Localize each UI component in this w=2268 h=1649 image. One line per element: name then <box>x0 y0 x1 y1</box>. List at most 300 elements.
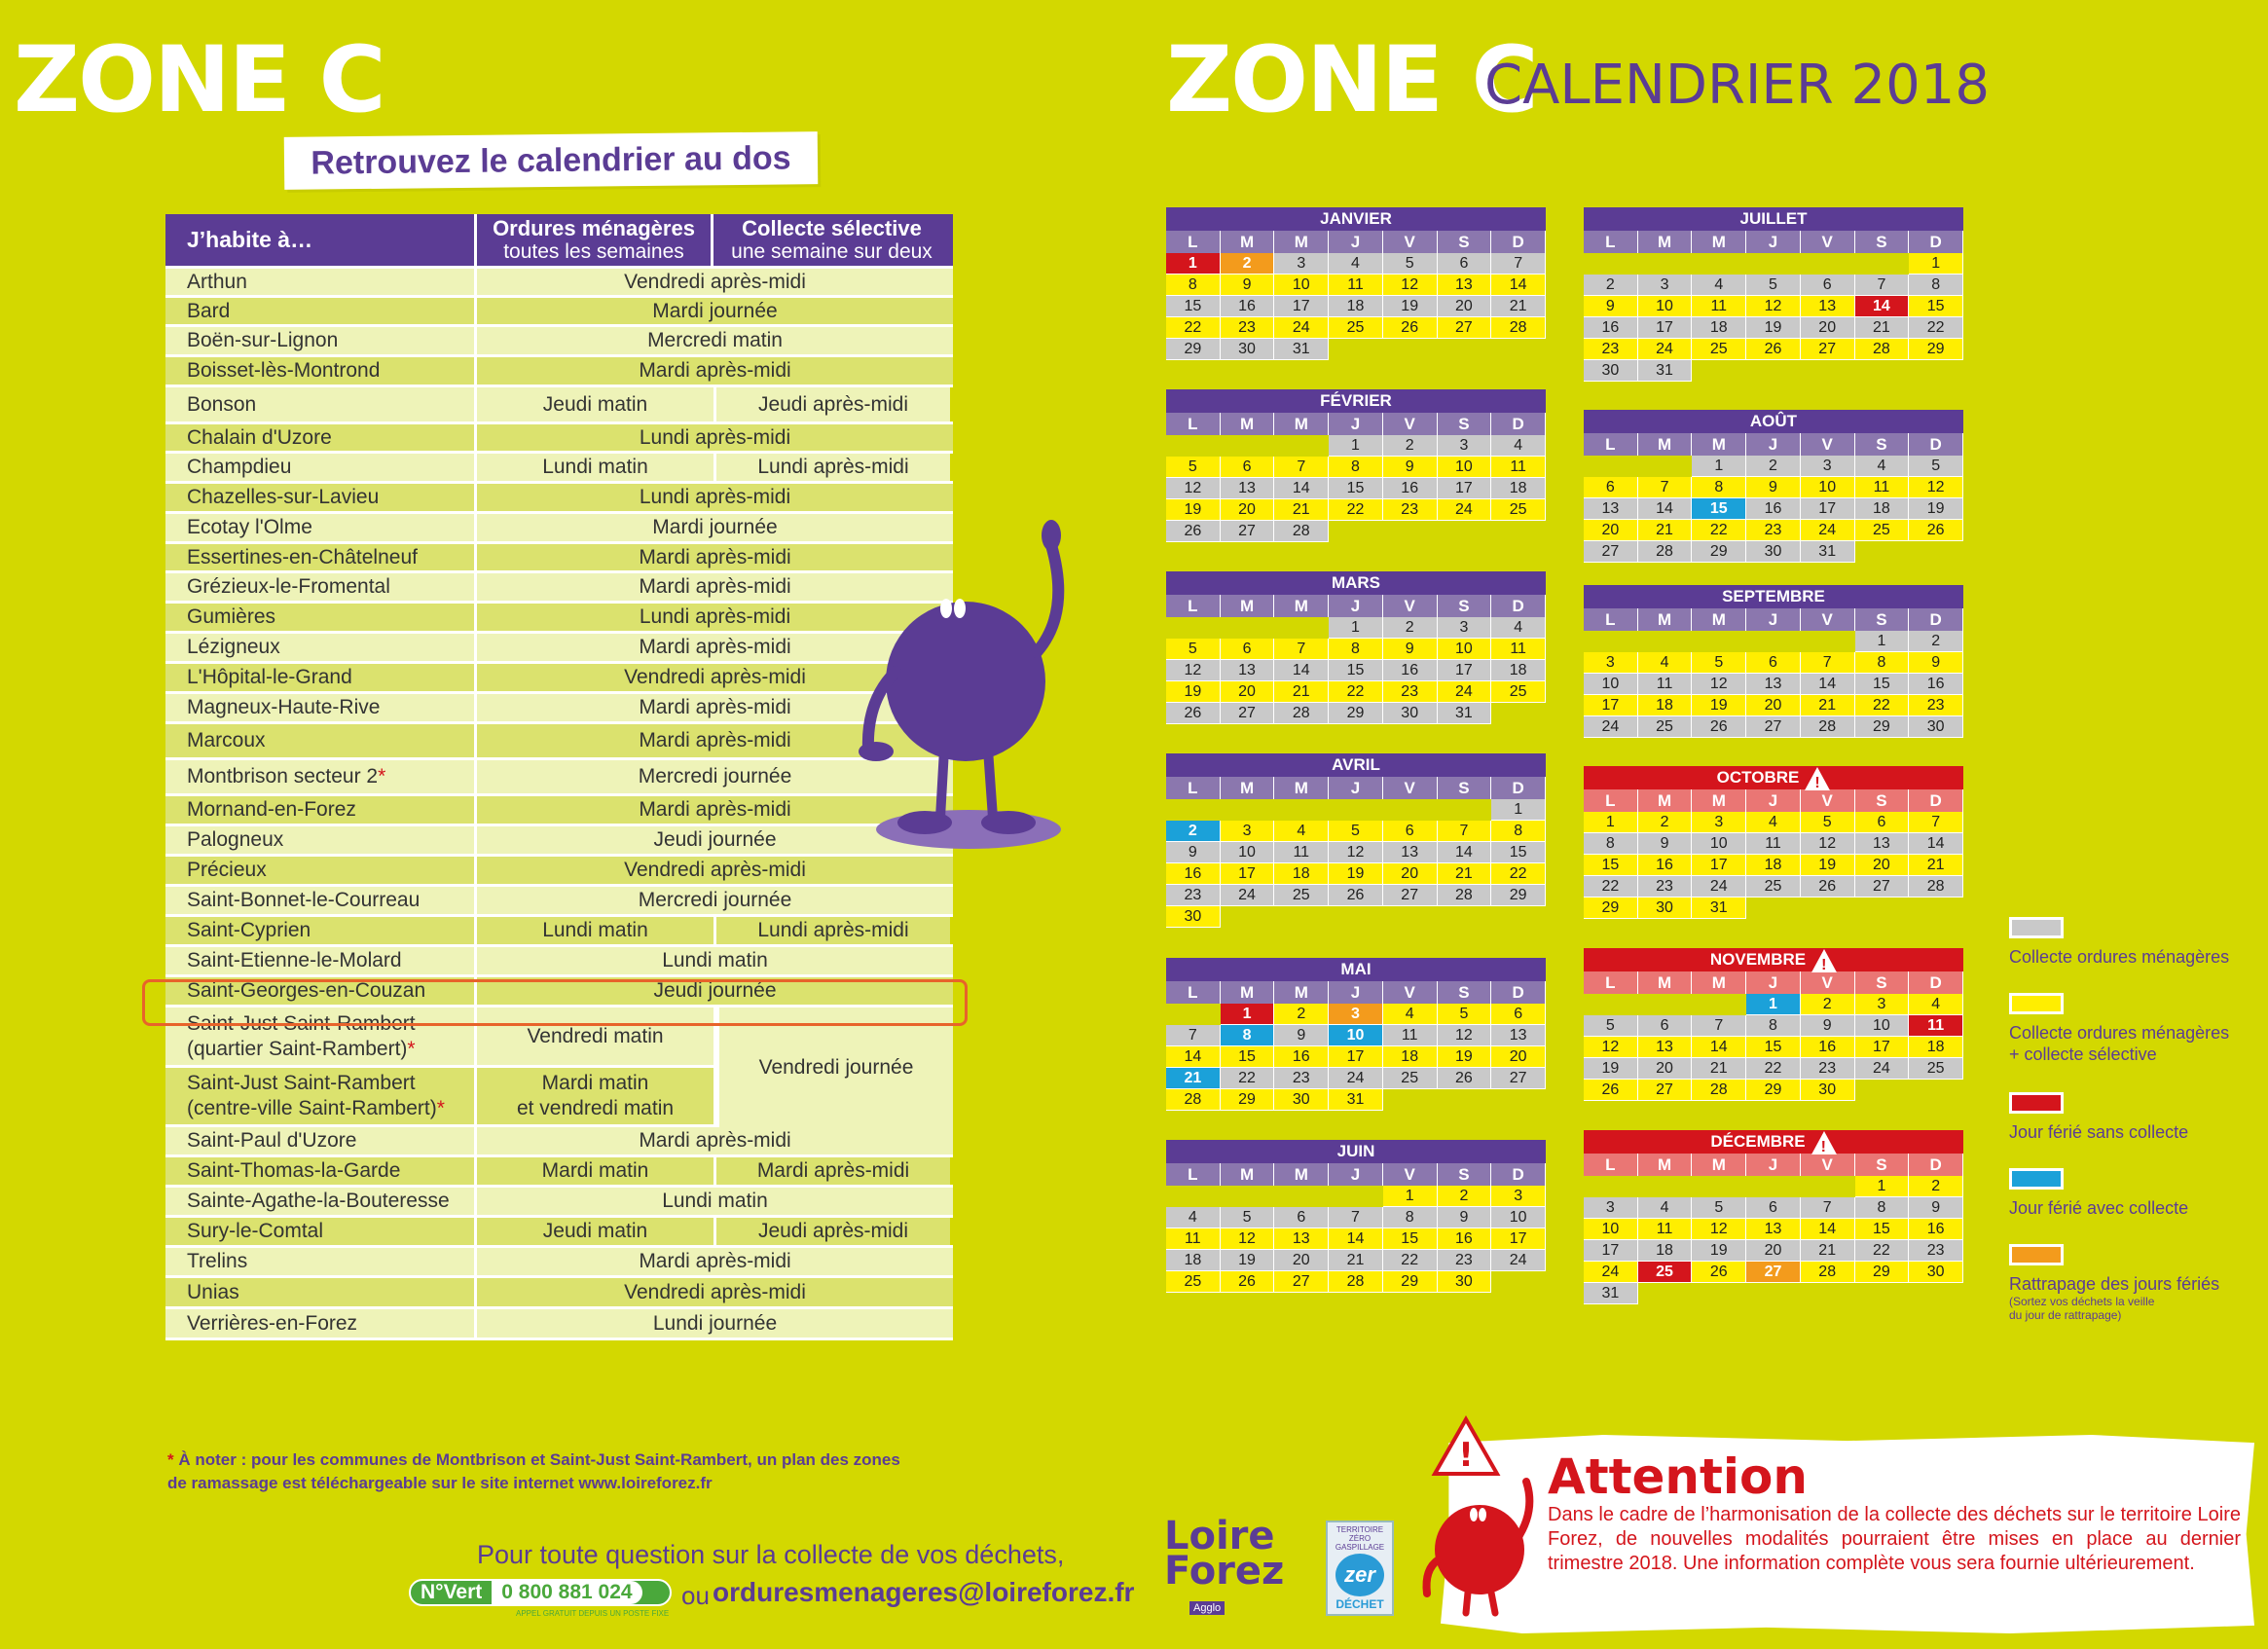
day-cell: 15 <box>1855 1219 1910 1240</box>
row-commune <box>165 796 477 824</box>
commune-name: Bonson <box>187 392 257 416</box>
day-cell: 13 <box>1855 833 1910 855</box>
day-cell: 3 <box>1801 456 1855 477</box>
commune-name: Saint-Etienne-le-Molard <box>187 949 402 971</box>
month-8 <box>1584 585 1963 738</box>
weekday-header: L <box>1584 1154 1638 1176</box>
day-cell: 8 <box>1584 833 1638 855</box>
day-empty <box>1166 1186 1221 1207</box>
day-cell: 4 <box>1855 456 1910 477</box>
day-cell: 21 <box>1166 1068 1221 1089</box>
day-cell: 15 <box>1491 842 1546 863</box>
day-cell: 18 <box>1274 863 1329 885</box>
footnote <box>167 1448 952 1495</box>
day-empty <box>1383 799 1438 821</box>
month-name-text: NOVEMBRE <box>1709 950 1807 969</box>
header-selective-title: Collecte sélective <box>742 215 922 240</box>
weekday-header: S <box>1855 971 1910 994</box>
row-schedule: Mercredi journée <box>477 760 953 793</box>
day-cell: 19 <box>1166 499 1221 521</box>
month-name <box>1584 585 1963 608</box>
day-cell: 15 <box>1584 855 1638 876</box>
day-cell: 14 <box>1692 1037 1746 1058</box>
table-row <box>165 917 953 947</box>
day-cell: 24 <box>1584 716 1638 738</box>
table-row <box>165 1278 953 1309</box>
month-1 <box>1166 389 1546 542</box>
legend-label: Collecte ordures ménagères <box>2009 1023 2230 1043</box>
commune-name: Bard <box>187 299 231 322</box>
month-grid <box>1584 231 1963 382</box>
day-cell: 17 <box>1438 660 1492 681</box>
day-cell: 16 <box>1438 1228 1492 1250</box>
table-row <box>165 1309 953 1340</box>
legend-label: Collecte ordures ménagères <box>2009 947 2230 967</box>
weekday-header: J <box>1746 231 1801 253</box>
day-cell: 16 <box>1801 1037 1855 1058</box>
day-empty <box>1274 617 1329 639</box>
day-cell: 29 <box>1329 703 1383 724</box>
day-cell: 23 <box>1221 317 1275 339</box>
day-cell: 28 <box>1438 885 1492 906</box>
day-cell: 5 <box>1166 639 1221 660</box>
month-name-text: JUIN <box>1336 1142 1375 1160</box>
day-cell: 14 <box>1801 1219 1855 1240</box>
contact-email[interactable]: orduresmenageres@loireforez.fr <box>713 1577 1135 1607</box>
table-row <box>165 1248 953 1278</box>
day-cell: 30 <box>1221 339 1275 360</box>
weekday-header: S <box>1438 777 1492 799</box>
month-name <box>1584 948 1963 971</box>
row-schedule: Vendredi après-midi <box>477 664 953 691</box>
weekday-header: D <box>1491 413 1546 435</box>
day-cell: 5 <box>1329 821 1383 842</box>
month-grid <box>1584 789 1963 919</box>
day-cell: 4 <box>1638 652 1693 674</box>
row-schedule: Jeudi journée <box>477 977 953 1005</box>
day-cell: 14 <box>1274 660 1329 681</box>
header-ordures-sub: toutes les semaines <box>503 239 684 263</box>
day-cell: 22 <box>1221 1068 1275 1089</box>
commune-name: Arthun <box>187 270 247 293</box>
month-grid <box>1166 231 1546 360</box>
month-grid <box>1584 608 1963 738</box>
commune-name: Marcoux <box>187 729 266 751</box>
day-cell: 8 <box>1746 1015 1801 1037</box>
day-cell: 9 <box>1383 457 1438 478</box>
zer-top: TERRITOIRE ZÉRO GASPILLAGE <box>1335 1525 1385 1552</box>
day-cell: 22 <box>1584 876 1638 898</box>
day-cell: 15 <box>1855 674 1910 695</box>
row-commune <box>165 544 477 570</box>
day-cell: 19 <box>1801 855 1855 876</box>
day-cell: 17 <box>1855 1037 1910 1058</box>
day-cell: 31 <box>1801 541 1855 563</box>
logo-loire: Loire <box>1164 1514 1275 1558</box>
table-row <box>165 514 953 544</box>
day-cell: 20 <box>1383 863 1438 885</box>
day-cell: 26 <box>1584 1080 1638 1101</box>
day-cell: 1 <box>1855 1176 1910 1197</box>
weekday-header: S <box>1855 433 1910 456</box>
weekday-header: D <box>1909 1154 1963 1176</box>
day-cell: 3 <box>1274 253 1329 275</box>
day-empty <box>1166 1004 1221 1025</box>
weekday-header: D <box>1909 608 1963 631</box>
appel-gratuit: APPEL GRATUIT DEPUIS UN POSTE FIXE <box>516 1609 670 1618</box>
legend-swatch <box>2009 1168 2064 1190</box>
day-cell: 28 <box>1166 1089 1221 1111</box>
month-name-text: DÉCEMBRE <box>1710 1132 1806 1151</box>
day-cell: 14 <box>1855 296 1910 317</box>
month-grid <box>1584 1154 1963 1304</box>
weekday-header: L <box>1166 777 1221 799</box>
day-cell: 30 <box>1438 1271 1492 1293</box>
row-commune <box>165 298 477 324</box>
day-cell: 3 <box>1438 617 1492 639</box>
day-cell: 5 <box>1166 457 1221 478</box>
row-ordures: Jeudi matin <box>477 387 713 421</box>
day-cell: 17 <box>1329 1046 1383 1068</box>
phone-number[interactable]: 0 800 881 024 <box>492 1581 641 1604</box>
day-cell: 29 <box>1491 885 1546 906</box>
day-cell: 29 <box>1166 339 1221 360</box>
day-cell: 24 <box>1855 1058 1910 1080</box>
day-cell: 9 <box>1274 1025 1329 1046</box>
day-cell: 18 <box>1329 296 1383 317</box>
day-cell: 9 <box>1584 296 1638 317</box>
left-zone-title: ZONE C <box>14 27 384 133</box>
day-cell: 19 <box>1909 498 1963 520</box>
table-row <box>165 760 953 796</box>
day-empty <box>1329 1186 1383 1207</box>
weekday-header: S <box>1855 608 1910 631</box>
row-ordures: Jeudi matin <box>477 1218 713 1245</box>
month-name <box>1584 207 1963 231</box>
day-cell: 3 <box>1329 1004 1383 1025</box>
day-cell: 6 <box>1274 1207 1329 1228</box>
day-cell: 29 <box>1692 541 1746 563</box>
row-schedule: Vendredi après-midi <box>477 269 953 295</box>
commune-name: Mornand-en-Forez <box>187 798 356 821</box>
weekday-header: L <box>1166 595 1221 617</box>
row-commune <box>165 514 477 541</box>
commune-name: Chalain d'Uzore <box>187 425 332 449</box>
day-cell: 24 <box>1438 499 1492 521</box>
day-cell: 12 <box>1692 1219 1746 1240</box>
day-empty <box>1221 435 1275 457</box>
day-cell: 9 <box>1221 275 1275 296</box>
weekday-header: J <box>1746 433 1801 456</box>
commune-name: Saint-Bonnet-le-Courreau <box>187 889 421 911</box>
day-cell: 2 <box>1274 1004 1329 1025</box>
day-cell: 26 <box>1692 1262 1746 1283</box>
day-cell: 19 <box>1438 1046 1492 1068</box>
day-empty <box>1584 253 1638 275</box>
weekday-header: V <box>1801 789 1855 812</box>
month-name <box>1166 571 1546 595</box>
day-cell: 6 <box>1746 1197 1801 1219</box>
day-cell: 18 <box>1491 660 1546 681</box>
nvert-label: N°Vert <box>421 1581 483 1603</box>
table-row <box>165 724 953 760</box>
day-cell: 7 <box>1855 275 1910 296</box>
day-cell: 11 <box>1909 1015 1963 1037</box>
day-empty <box>1584 1176 1638 1197</box>
table-row <box>165 269 953 298</box>
month-name <box>1584 1130 1963 1154</box>
logo-forez: Forez <box>1164 1549 1285 1594</box>
day-empty <box>1166 435 1221 457</box>
day-cell: 19 <box>1692 1240 1746 1262</box>
day-cell: 5 <box>1746 275 1801 296</box>
day-cell: 22 <box>1909 317 1963 339</box>
month-name <box>1166 1140 1546 1163</box>
day-cell: 3 <box>1855 994 1910 1015</box>
month-name-text: MARS <box>1331 573 1381 592</box>
day-cell: 7 <box>1274 639 1329 660</box>
day-cell: 26 <box>1438 1068 1492 1089</box>
day-cell: 28 <box>1692 1080 1746 1101</box>
table-row <box>165 357 953 387</box>
legend-note: du jour de rattrapage) <box>2009 1308 2122 1322</box>
day-cell: 7 <box>1909 812 1963 833</box>
day-cell: 22 <box>1855 695 1910 716</box>
commune-name: Magneux-Haute-Rive <box>187 696 381 718</box>
commune-name: Sury-le-Comtal <box>187 1220 324 1242</box>
weekday-header: S <box>1855 1154 1910 1176</box>
month-grid <box>1166 595 1546 724</box>
day-cell: 13 <box>1383 842 1438 863</box>
day-cell: 17 <box>1491 1228 1546 1250</box>
day-cell: 2 <box>1909 1176 1963 1197</box>
day-cell: 29 <box>1746 1080 1801 1101</box>
table-row <box>165 887 953 917</box>
legend-label: Jour férié sans collecte <box>2009 1122 2189 1142</box>
day-cell: 24 <box>1638 339 1693 360</box>
table-header <box>165 214 953 269</box>
day-cell: 25 <box>1855 520 1910 541</box>
weekday-header: S <box>1855 789 1910 812</box>
day-cell: 1 <box>1329 435 1383 457</box>
day-cell: 27 <box>1801 339 1855 360</box>
day-cell: 16 <box>1383 660 1438 681</box>
day-cell: 8 <box>1166 275 1221 296</box>
day-cell: 10 <box>1438 457 1492 478</box>
day-cell: 3 <box>1438 435 1492 457</box>
month-name <box>1166 389 1546 413</box>
day-cell: 11 <box>1491 457 1546 478</box>
weekday-header: M <box>1638 231 1693 253</box>
legend-item <box>2009 993 2229 1065</box>
day-cell: 16 <box>1221 296 1275 317</box>
day-cell: 15 <box>1221 1046 1275 1068</box>
day-cell: 31 <box>1692 898 1746 919</box>
header-commune: J’habite à… <box>165 214 477 266</box>
header-ordures-title: Ordures ménagères <box>493 215 695 240</box>
row-schedule: Lundi journée <box>477 1309 953 1338</box>
day-cell: 19 <box>1692 695 1746 716</box>
table-row <box>165 1218 953 1248</box>
row-commune <box>165 484 477 511</box>
day-cell: 1 <box>1746 994 1801 1015</box>
day-cell: 6 <box>1746 652 1801 674</box>
month-0 <box>1166 207 1546 360</box>
sjsr1-sub-wrap <box>187 1037 416 1062</box>
day-cell: 16 <box>1746 498 1801 520</box>
attention-text: Dans le cadre de l’harmonisation de la collecte des déchets sur le territoire Loire Forez, de nouvelles modalités pourraient être mises en place au dernier trimestre 2018. Une information complète vous sera fournie ultérieurement. <box>1548 1504 2241 1574</box>
day-cell: 10 <box>1638 296 1693 317</box>
row-schedule: Lundi après-midi <box>477 604 953 631</box>
contact-question: Pour toute question sur la collecte de vos déchets, <box>477 1540 1065 1569</box>
day-cell: 23 <box>1746 520 1801 541</box>
day-cell: 4 <box>1746 812 1801 833</box>
weekday-header: D <box>1909 971 1963 994</box>
day-cell: 27 <box>1438 317 1492 339</box>
sjsr2-star: * <box>436 1097 445 1119</box>
day-cell: 31 <box>1438 703 1492 724</box>
day-cell: 31 <box>1638 360 1693 382</box>
day-cell: 7 <box>1801 652 1855 674</box>
weekday-header: M <box>1692 1154 1746 1176</box>
weekday-header: S <box>1438 413 1492 435</box>
table-row <box>165 544 953 573</box>
weekday-header: S <box>1438 595 1492 617</box>
day-cell: 1 <box>1329 617 1383 639</box>
weekday-header: M <box>1221 595 1275 617</box>
day-cell: 16 <box>1383 478 1438 499</box>
footnote-star: * <box>167 1450 179 1469</box>
row-commune <box>165 826 477 854</box>
day-cell: 20 <box>1491 1046 1546 1068</box>
footnote-text2: de ramassage est téléchargeable sur le site internet www.loireforez.fr <box>167 1474 713 1492</box>
day-cell: 11 <box>1638 674 1693 695</box>
day-cell: 27 <box>1221 521 1275 542</box>
day-empty <box>1584 456 1638 477</box>
row-commune <box>165 1278 477 1306</box>
day-cell: 28 <box>1909 876 1963 898</box>
weekday-header: M <box>1692 231 1746 253</box>
table-row <box>165 454 953 484</box>
month-grid <box>1166 413 1546 542</box>
day-cell: 11 <box>1638 1219 1693 1240</box>
legend-label: Jour férié avec collecte <box>2009 1198 2189 1218</box>
day-empty <box>1692 1176 1746 1197</box>
day-cell: 15 <box>1692 498 1746 520</box>
row-schedule: Vendredi après-midi <box>477 1278 953 1306</box>
day-cell: 21 <box>1855 317 1910 339</box>
day-cell: 26 <box>1329 885 1383 906</box>
weekday-header: M <box>1638 971 1693 994</box>
day-cell: 7 <box>1166 1025 1221 1046</box>
weekday-header: J <box>1329 231 1383 253</box>
weekday-header: S <box>1855 231 1910 253</box>
row-schedule: Lundi matin <box>477 1188 953 1215</box>
day-cell: 28 <box>1274 703 1329 724</box>
day-cell: 15 <box>1746 1037 1801 1058</box>
weekday-header: M <box>1638 789 1693 812</box>
month-grid <box>1166 1163 1546 1293</box>
row-commune <box>165 724 477 757</box>
legend-label: + collecte sélective <box>2009 1044 2157 1064</box>
day-cell: 4 <box>1383 1004 1438 1025</box>
row-selective: Mardi après-midi <box>713 1157 950 1185</box>
day-cell: 25 <box>1638 716 1693 738</box>
nvert-badge[interactable] <box>409 1579 672 1606</box>
weekday-header: V <box>1801 1154 1855 1176</box>
day-empty <box>1221 799 1275 821</box>
row-commune <box>165 424 477 451</box>
month-11 <box>1584 1130 1963 1304</box>
row-commune <box>165 387 477 421</box>
row-ordures: Mardi matin <box>477 1157 713 1185</box>
weekday-header: V <box>1383 777 1438 799</box>
table-row <box>165 947 953 977</box>
day-cell: 11 <box>1274 842 1329 863</box>
day-cell: 17 <box>1438 478 1492 499</box>
day-empty <box>1274 435 1329 457</box>
day-cell: 20 <box>1746 695 1801 716</box>
day-cell: 26 <box>1383 317 1438 339</box>
row-schedule: Mardi après-midi <box>477 1127 953 1154</box>
weekday-header: M <box>1221 231 1275 253</box>
day-cell: 19 <box>1746 317 1801 339</box>
day-cell: 1 <box>1491 799 1546 821</box>
day-cell: 30 <box>1274 1089 1329 1111</box>
day-cell: 6 <box>1801 275 1855 296</box>
sjsr2-sub-wrap <box>187 1096 445 1121</box>
day-cell: 20 <box>1274 1250 1329 1271</box>
day-cell: 2 <box>1383 617 1438 639</box>
day-cell: 21 <box>1438 863 1492 885</box>
row-schedule: Lundi après-midi <box>477 484 953 511</box>
day-cell: 13 <box>1746 674 1801 695</box>
day-cell: 28 <box>1801 1262 1855 1283</box>
weekday-header: V <box>1383 1163 1438 1186</box>
day-cell: 27 <box>1491 1068 1546 1089</box>
day-cell: 22 <box>1855 1240 1910 1262</box>
day-cell: 13 <box>1221 478 1275 499</box>
day-empty <box>1274 799 1329 821</box>
month-name-text: MAI <box>1340 960 1372 978</box>
row-commune <box>165 573 477 601</box>
day-cell: 16 <box>1166 863 1221 885</box>
day-cell: 9 <box>1438 1207 1492 1228</box>
month-name-text: AOÛT <box>1749 412 1798 430</box>
sjsr1-name: Saint-Just Saint-Rambert <box>187 1011 416 1035</box>
row-commune <box>165 1068 477 1124</box>
mascot-illustration <box>847 506 1090 857</box>
day-empty <box>1274 1186 1329 1207</box>
attention-mascot <box>1419 1413 1546 1618</box>
table-row <box>165 1157 953 1188</box>
row-schedule: Mardi après-midi <box>477 796 953 824</box>
weekday-header: D <box>1491 981 1546 1004</box>
weekday-header: V <box>1801 231 1855 253</box>
day-cell: 31 <box>1584 1283 1638 1304</box>
day-cell: 14 <box>1438 842 1492 863</box>
legend-item <box>2009 1092 2188 1143</box>
row-commune <box>165 454 477 481</box>
weekday-header: J <box>1329 595 1383 617</box>
day-cell: 23 <box>1584 339 1638 360</box>
day-cell: 11 <box>1692 296 1746 317</box>
day-cell: 23 <box>1383 681 1438 703</box>
day-cell: 17 <box>1638 317 1693 339</box>
attention-title: Attention <box>1548 1448 1808 1505</box>
day-cell: 4 <box>1274 821 1329 842</box>
day-cell: 1 <box>1166 253 1221 275</box>
